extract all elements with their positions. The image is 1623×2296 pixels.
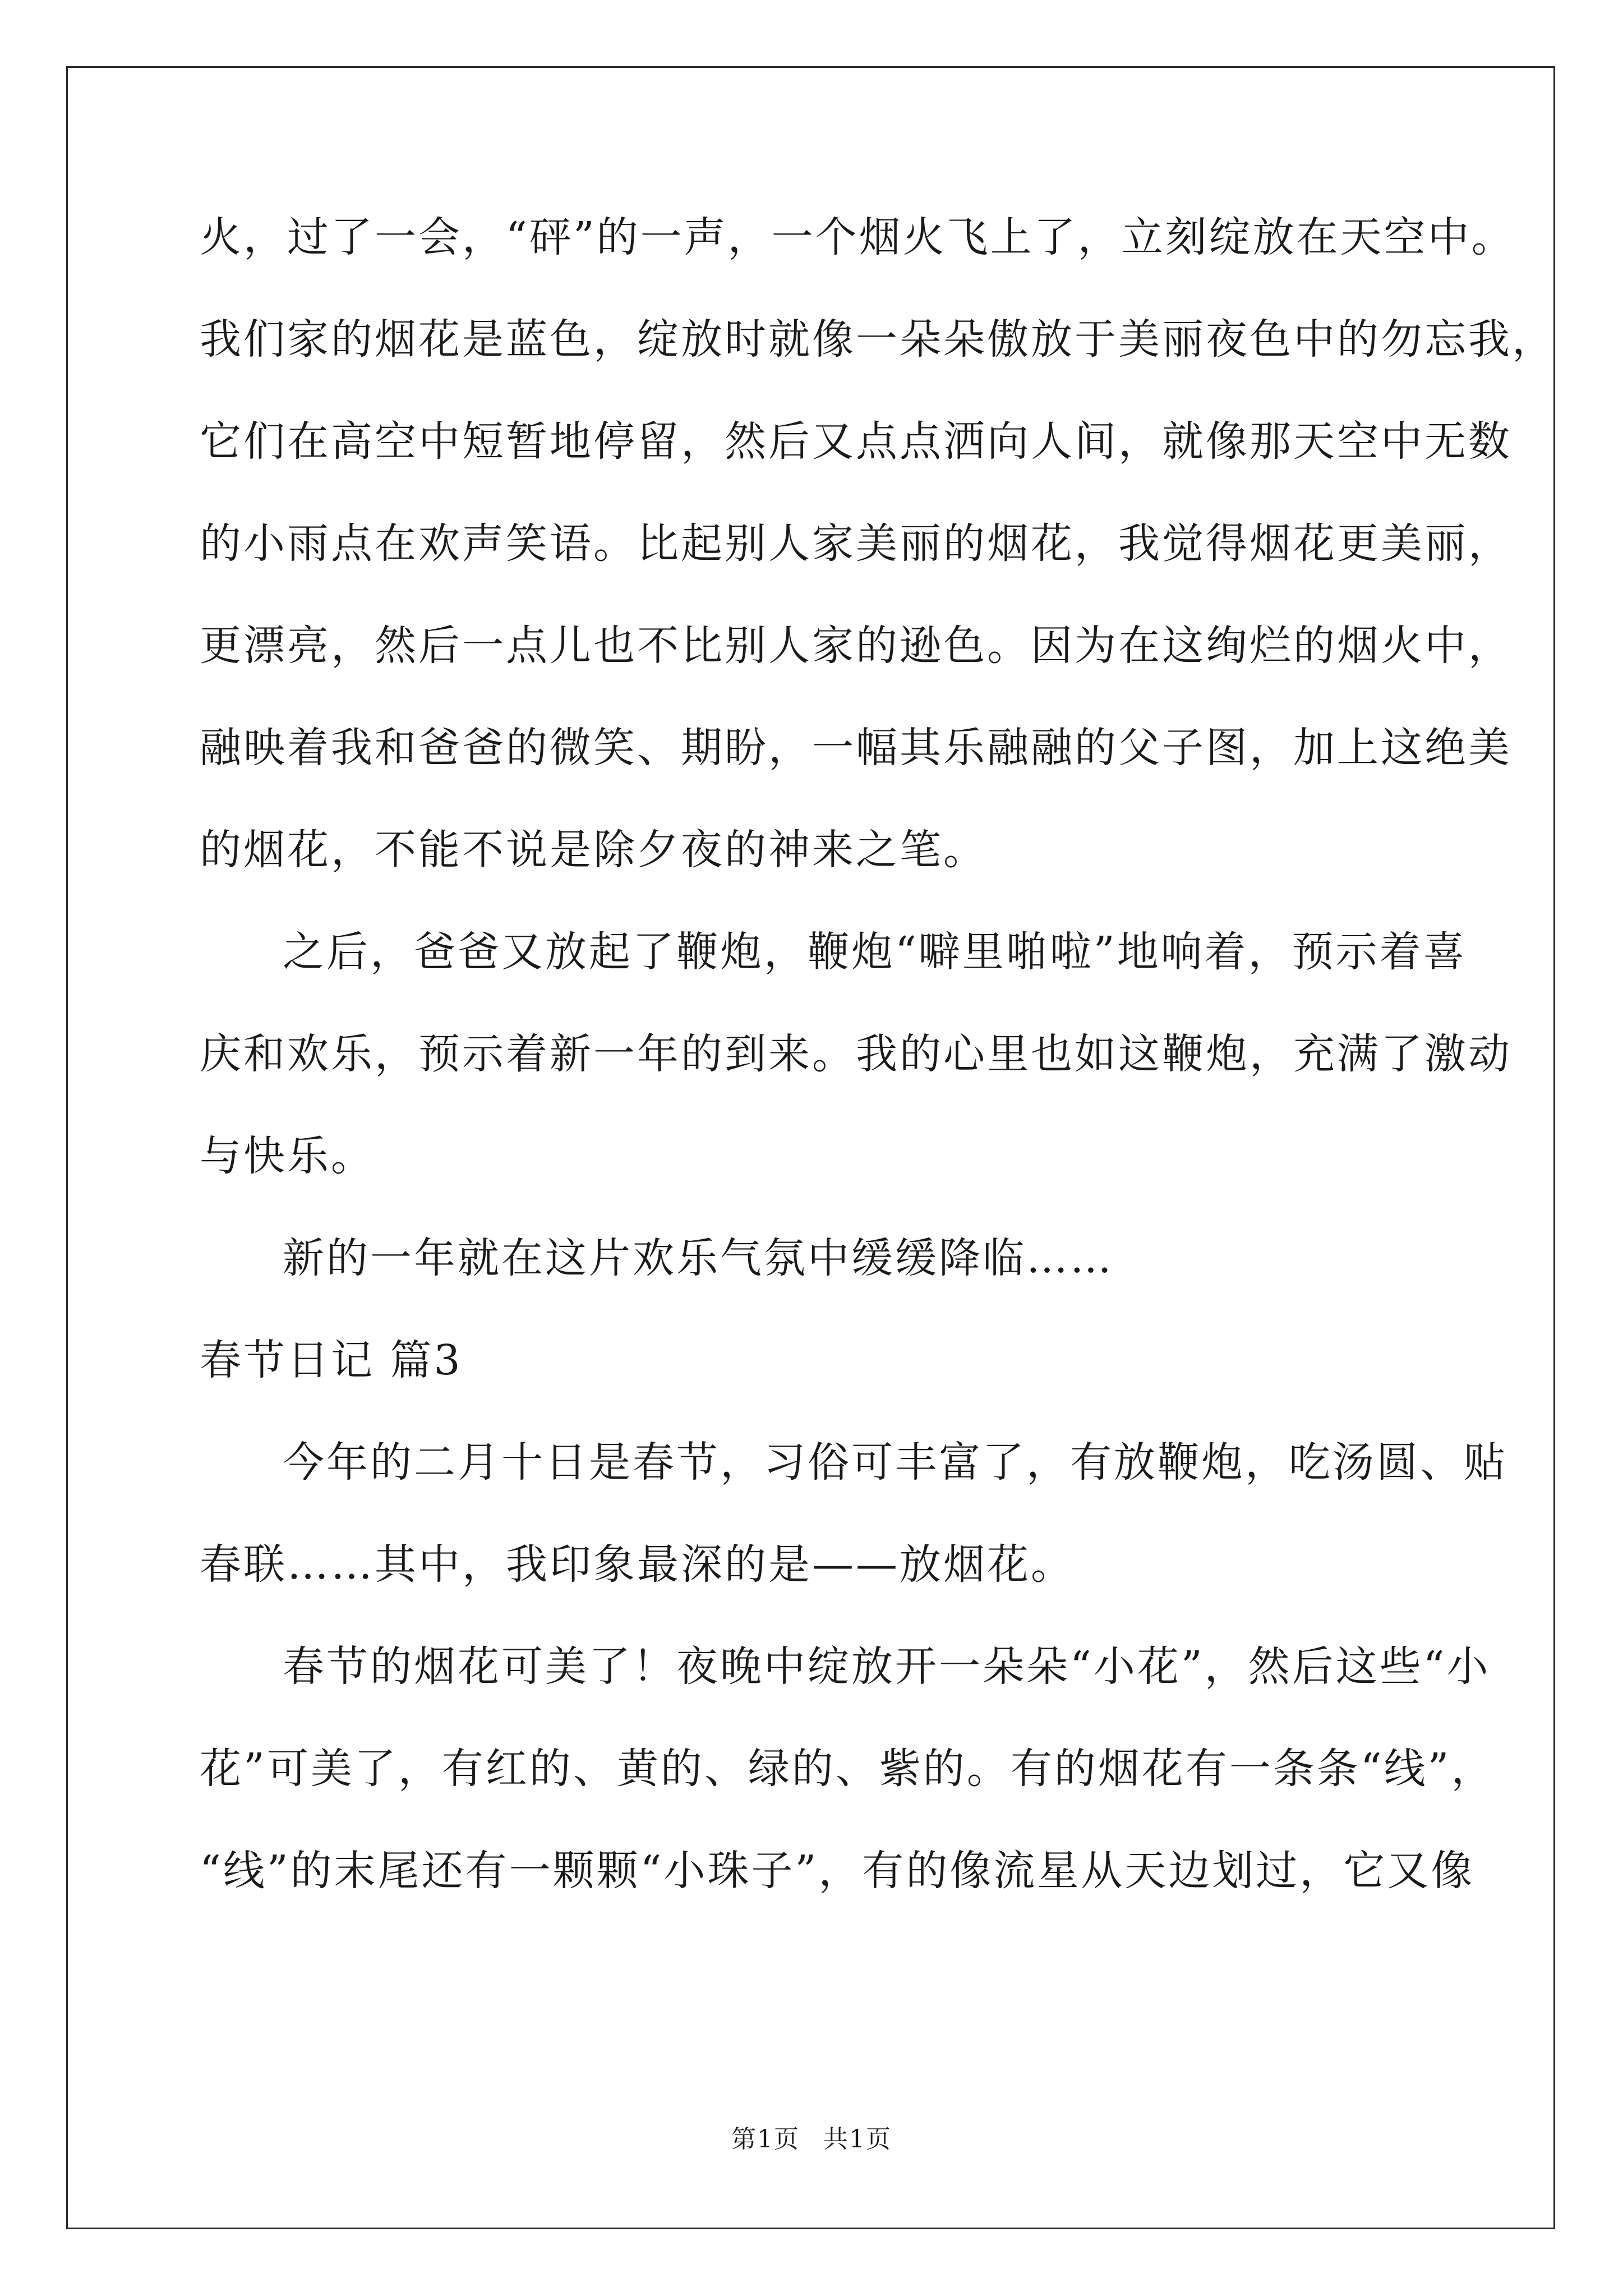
- paragraph-line: “线”的末尾还有一颗颗“小珠子”，有的像流星从天边划过，它又像: [200, 1847, 1475, 1895]
- paragraph-line: 的烟花，不能不说是除夕夜的神来之笔。: [200, 826, 987, 874]
- page-footer: [0, 2123, 1623, 2156]
- paragraph-line: 庆和欢乐，预示着新一年的到来。我的心里也如这鞭炮，充满了激动: [200, 1030, 1512, 1078]
- paragraph-line: 我们家的烟花是蓝色，绽放时就像一朵朵傲放于美丽夜色中的勿忘我，: [200, 315, 1556, 364]
- paragraph-line: 之后，爸爸又放起了鞭炮，鞭炮“噼里啪啦”地响着，预示着喜: [283, 928, 1467, 976]
- paragraph-line: 火，过了一会，“砰”的一声，一个烟火飞上了，立刻绽放在天空中。: [200, 213, 1515, 261]
- paragraph-line: 的小雨点在欢声笑语。比起别人家美丽的烟花，我觉得烟花更美丽，: [200, 519, 1512, 568]
- paragraph-line: 新的一年就在这片欢乐气氛中缓缓降临……: [283, 1234, 1114, 1282]
- paragraph-line: 更漂亮，然后一点儿也不比别人家的逊色。因为在这绚烂的烟火中，: [200, 622, 1512, 670]
- page-total: 共1页: [823, 2125, 892, 2154]
- paragraph-line: 与快乐。: [200, 1132, 375, 1180]
- page-number: 第1页: [731, 2125, 800, 2154]
- section-heading: 春节日记 篇3: [200, 1336, 463, 1384]
- paragraph-line: 今年的二月十日是春节，习俗可丰富了，有放鞭炮，吃汤圆、贴: [283, 1438, 1507, 1487]
- paragraph-line: 春节的烟花可美了！夜晚中绽放开一朵朵“小花”，然后这些“小: [283, 1642, 1491, 1691]
- paragraph-line: 花”可美了，有红的、黄的、绿的、紫的。有的烟花有一条条“线”，: [200, 1745, 1495, 1793]
- paragraph-line: 春联……其中，我印象最深的是——放烟花。: [200, 1540, 1075, 1589]
- paragraph-line: 它们在高空中短暂地停留，然后又点点洒向人间，就像那天空中无数: [200, 417, 1512, 466]
- paragraph-line: 融映着我和爸爸的微笑、期盼，一幅其乐融融的父子图，加上这绝美: [200, 724, 1512, 772]
